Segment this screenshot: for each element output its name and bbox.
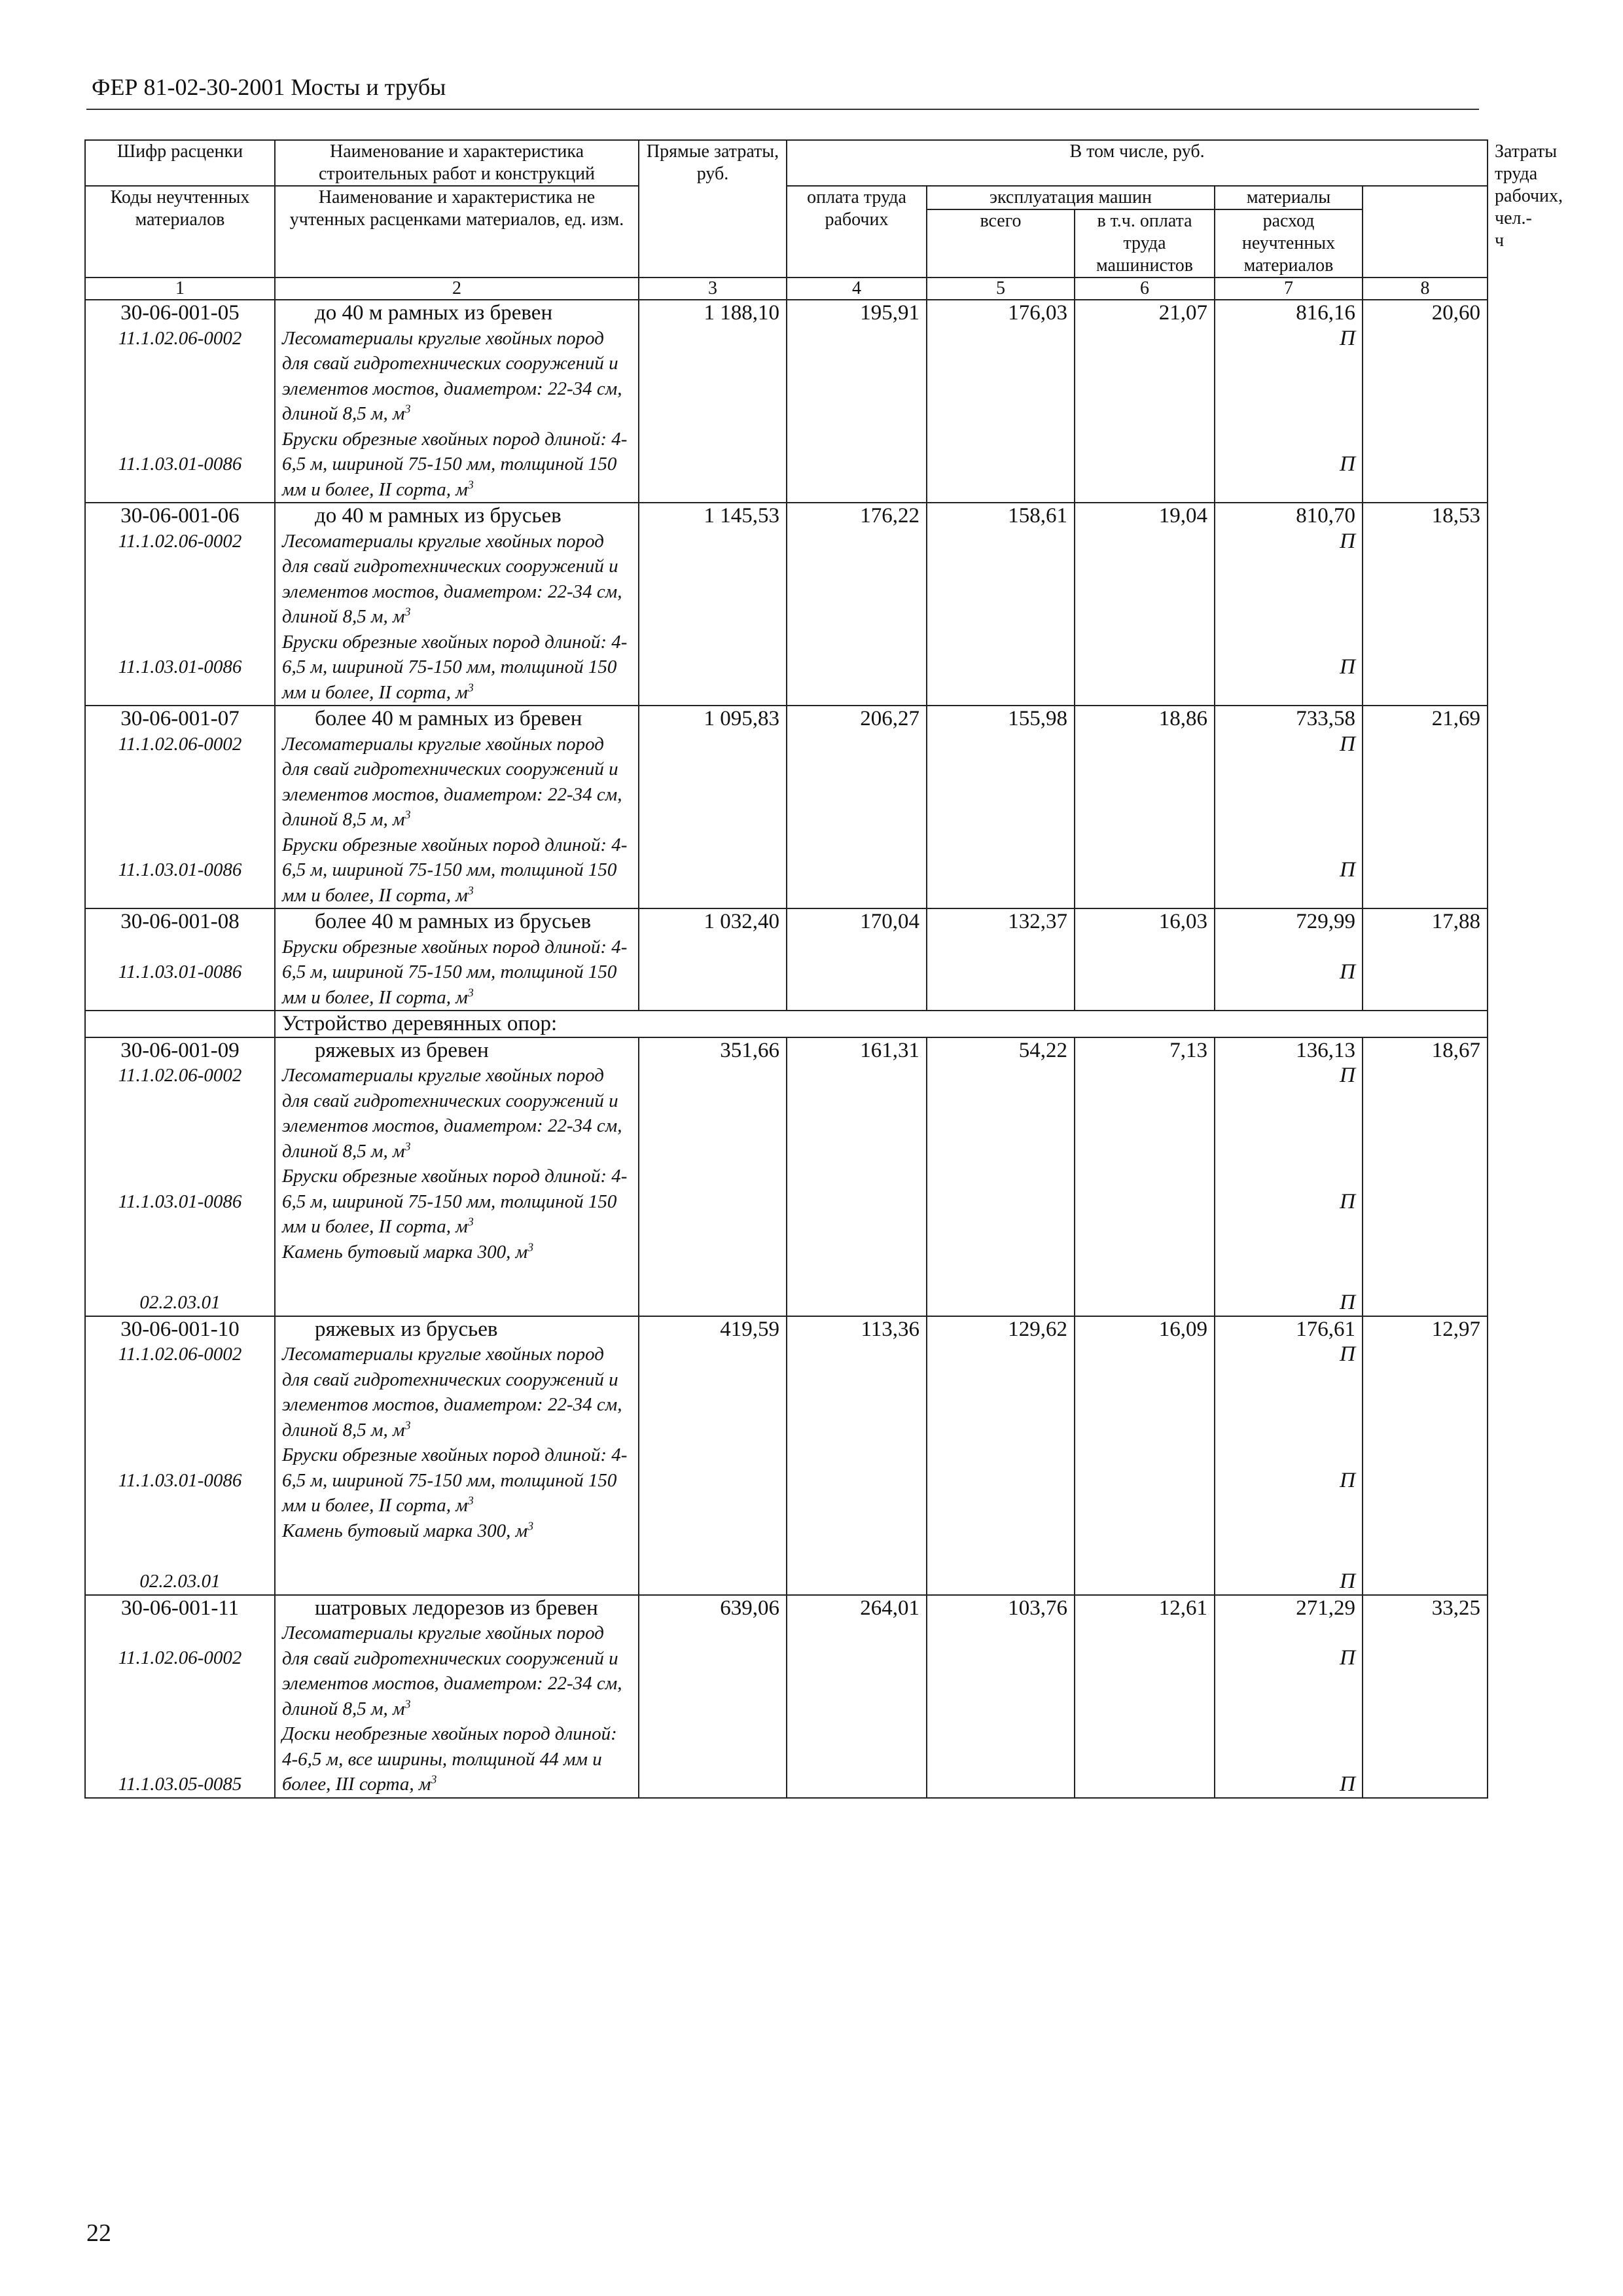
mat-mark: П [1340, 1646, 1355, 1670]
rate-code: 30-06-001-07 [120, 707, 240, 730]
machines-header: эксплуатация машин [927, 186, 1215, 209]
table-header-row [85, 186, 1488, 209]
work-name: более 40 м рамных из брусьев [315, 910, 592, 933]
material-code: 11.1.03.01-0086 [118, 1469, 242, 1491]
section-row [85, 1011, 1488, 1037]
table-row [85, 908, 1488, 1011]
unit-power: 3 [404, 1418, 411, 1431]
mach-incl-header: в т.ч. оплата труда машинистов [1075, 209, 1215, 278]
mat-mark: П [1340, 1772, 1355, 1796]
mat-mark: П [1340, 858, 1355, 882]
header-rule [86, 109, 1479, 110]
material-code: 11.1.03.01-0086 [118, 961, 242, 982]
material-code: 02.2.03.01 [139, 1292, 221, 1313]
direct-cost: 1 095,83 [639, 706, 787, 908]
rate-code: 30-06-001-09 [120, 1038, 240, 1062]
col-number: 6 [1075, 278, 1215, 300]
rate-code: 30-06-001-11 [120, 1596, 240, 1620]
unit-power: 3 [467, 1215, 474, 1229]
materials-cost: 136,13 [1296, 1038, 1355, 1062]
material-name: Лесоматериалы круглые хвойных пород для свай гидротехнических сооружений и элементов мостов, диаметром: 22-34 см, длиной 8,5 м, м [282, 530, 622, 627]
mat-mark: П [1340, 1291, 1355, 1314]
mach-total: 132,37 [927, 908, 1075, 1011]
unit-power: 3 [527, 1518, 534, 1532]
direct-cost: 1 145,53 [639, 503, 787, 706]
labor-pay: 161,31 [787, 1037, 927, 1316]
rate-code: 30-06-001-08 [120, 910, 240, 933]
work-name: до 40 м рамных из брусьев [315, 504, 562, 528]
materials-header: материалы [1215, 186, 1363, 209]
labor-pay: 264,01 [787, 1595, 927, 1798]
table-row [85, 1595, 1488, 1798]
material-name: Лесоматериалы круглые хвойных пород для свай гидротехнических сооружений и элементов мостов, диаметром: 22-34 см, длиной 8,5 м, м [282, 327, 622, 424]
mat-mark: П [1340, 326, 1355, 350]
direct-cost: 1 188,10 [639, 300, 787, 503]
labor-hours: 21,69 [1363, 706, 1488, 908]
unit-power: 3 [404, 808, 411, 821]
labor-pay: 195,91 [787, 300, 927, 503]
materials-cost: 816,16 [1296, 301, 1355, 325]
mach-labor: 21,07 [1075, 300, 1215, 503]
work-name: более 40 м рамных из бревен [315, 707, 582, 730]
direct-cost: 639,06 [639, 1595, 787, 1798]
direct-cost: 419,59 [639, 1316, 787, 1595]
code-top-header: Шифр расценки [85, 140, 275, 186]
materials-cost: 729,99 [1296, 910, 1355, 933]
material-name: Бруски обрезные хвойных пород длиной: 4-6,5 м, шириной 75-150 мм, толщиной 150 мм и более, II сорта, м [282, 1444, 628, 1516]
material-name: Бруски обрезные хвойных пород длиной: 4-6,5 м, шириной 75-150 мм, толщиной 150 мм и более, II сорта, м [282, 631, 628, 703]
material-name: Доски необрезные хвойных пород длиной: 4-6,5 м, все ширины, толщиной 44 мм и более, III сорта, м [282, 1723, 617, 1795]
mach-total: 158,61 [927, 503, 1075, 706]
material-code: 11.1.03.01-0086 [118, 656, 242, 677]
unit-power: 3 [467, 680, 474, 694]
mat-mark: П [1340, 1189, 1355, 1213]
labor-hours: 17,88 [1363, 908, 1488, 1011]
mach-labor: 12,61 [1075, 1595, 1215, 1798]
material-code: 11.1.02.06-0002 [118, 530, 242, 552]
table-row [85, 503, 1488, 706]
mach-total: 176,03 [927, 300, 1075, 503]
material-name: Бруски обрезные хвойных пород длиной: 4-6,5 м, шириной 75-150 мм, толщиной 150 мм и более, II сорта, м [282, 936, 628, 1008]
work-name: ряжевых из бревен [315, 1038, 489, 1062]
table-row [85, 706, 1488, 908]
material-name: Лесоматериалы круглые хвойных пород для свай гидротехнических сооружений и элементов мостов, диаметром: 22-34 см, длиной 8,5 м, м [282, 1065, 622, 1162]
mat-unaccounted-header: расход неучтенных материалов [1215, 209, 1363, 278]
table-row [85, 300, 1488, 503]
mach-labor: 7,13 [1075, 1037, 1215, 1316]
mach-total: 155,98 [927, 706, 1075, 908]
labor-hours: 33,25 [1363, 1595, 1488, 1798]
col-number: 4 [787, 278, 927, 300]
labor-pay: 176,22 [787, 503, 927, 706]
mach-total: 54,22 [927, 1037, 1075, 1316]
material-code: 11.1.03.01-0086 [118, 1191, 242, 1212]
mach-labor: 16,09 [1075, 1316, 1215, 1595]
unit-power: 3 [404, 1139, 411, 1153]
mat-mark: П [1340, 452, 1355, 476]
col-number: 7 [1215, 278, 1363, 300]
code-bottom-header: Коды неучтенных материалов [85, 186, 275, 278]
rates-table: Шифр расценки Наименование и характеристика строительных работ и конструкций Прямые затраты, руб. В том числе, руб. Затраты труда рабочих, чел.-ч Коды неучтенных материалов Наименование и характеристика не учтенных расценками материалов, ед. изм. оплата труда рабочих эксплуатация машин материалы всего в т.ч. оплата труда машинистов расход неучтенных материалов 1 2 3 4 5 6 7 8 30-06-001-05 11.1.02.06-0002 11.1.03.01-0086 до 40 м рамных из бревен Лесоматериалы круглые хвойных пород для свай гидротехнических сооружений и элементов мостов, диаметром: 22-34 см, длиной 8,5 м, $м^3$ Бруски обрезные хвойных пород длиной: 4-6,5 м, шириной 75-150 мм, толщиной 150 мм и более, II сорта, $м^3$ 1 188,10 195,91 176,03 21,07 816,16 П П 20,60 30-06-001-06 11.1.02.06-0002 11.1.03.01-0086 до 40 м рамных из брусьев Лесоматериалы круглые хвойных пород для свай гидротехнических сооружений и элементов мостов, диаметром: 22-34 см, длиной 8,5 м, $м^3$ Бруски обрезные хвойных пород длиной: 4-6,5 м, шириной 75-150 мм, толщиной 150 мм и более, II сорта, $м^3$ 1 145,53 176,22 158,61 19,04 810,70 П П 18,53 30-06-001-07 11.1.02.06-0002 11.1.03.01-0086 более 40 м рамных из бревен Лесоматериалы круглые хвойных пород для свай гидротехнических сооружений и элементов мостов, диаметром: 22-34 см, длиной 8,5 м, $м^3$ Бруски обрезные хвойных пород длиной: 4-6,5 м, шириной 75-150 мм, толщиной 150 мм и более, II сорта, $м^3$ 1 095,83 206,27 155,98 18,86 733,58 П П 21,69 30-06-001-08 11.1.03.01-0086 более 40 м рамных из брусьев Бруски обрезные хвойных пород длиной: 4-6,5 м, шириной 75-150 мм, толщиной 150 мм и более, II сорта, $м^3$ 1 032,40 170,04 132,37 16,03 729,99 П 17,88 Устройство деревянных опор: 30-06-001-09 11.1.02.06-0002 11.1.03.01-0086 02.2.03.01 ряжевых из бревен Лесоматериалы круглые хвойных пород для свай гидротехнических сооружений и элементов мостов, диаметром: 22-34 см, длиной 8,5 м, $м^3$ Бруски обрезные хвойных пород длиной: 4-6,5 м, шириной 75-150 мм, толщиной 150 мм и более, II сорта, $м^3$ Камень бутовый марка 300, $м^3$ 351,66 161,31 54,22 7,13 136,13 П П П 18,67 30-06-001-10 11.1.02.06-0002 11.1.03.01-0086 02.2.03.01 ряжевых из брусьев Лесоматериалы круглые хвойных пород для свай гидротехнических сооружений и элементов мостов, диаметром: 22-34 см, длиной 8,5 м, $м^3$ Бруски обрезные хвойных пород длиной: 4-6,5 м, шириной 75-150 мм, толщиной 150 мм и более, II сорта, $м^3$ Камень бутовый марка 300, $м^3$ 419,59 113,36 129,62 16,09 176,61 П П П 12,97 30-06-001-11 11.1.02.06-0002 11.1.03.05-0085 шатровых ледорезов из бревен Лесоматериалы круглые хвойных пород для свай гидротехнических сооружений и элементов мостов, диаметром: 22-34 см, длиной 8,5 м, $м^3$ Доски необрезные хвойных пород длиной: 4-6,5 м, все ширины, толщиной 44 мм и более, III сорта, $м^3$ 639,06 264,01 103,76 12,61 271,29 П П 33,25 [84, 139, 1488, 1799]
mach-total: 129,62 [927, 1316, 1075, 1595]
work-name: шатровых ледорезов из бревен [315, 1596, 598, 1620]
rate-code: 30-06-001-05 [120, 301, 240, 325]
materials-cost: 810,70 [1296, 504, 1355, 528]
mat-mark: П [1340, 1468, 1355, 1492]
labor-hours: 18,67 [1363, 1037, 1488, 1316]
labor-pay: 206,27 [787, 706, 927, 908]
name-bottom-header: Наименование и характеристика не учтенных расценками материалов, ед. изм. [275, 186, 639, 278]
mat-mark: П [1340, 655, 1355, 679]
unit-power: 3 [404, 1696, 411, 1710]
unit-power: 3 [467, 883, 474, 897]
material-code: 02.2.03.01 [139, 1571, 221, 1592]
material-code: 11.1.03.01-0086 [118, 859, 242, 880]
direct-cost: 351,66 [639, 1037, 787, 1316]
section-label: Устройство деревянных опор: [275, 1011, 1488, 1037]
mach-total-header: всего [927, 209, 1075, 278]
direct-cost: 1 032,40 [639, 908, 787, 1011]
page-number: 22 [86, 2219, 111, 2247]
rate-code: 30-06-001-06 [120, 504, 240, 528]
incl-header: В том числе, руб. [787, 140, 1488, 186]
mat-mark: П [1340, 732, 1355, 756]
material-name: Лесоматериалы круглые хвойных пород для свай гидротехнических сооружений и элементов мостов, диаметром: 22-34 см, длиной 8,5 м, м [282, 1344, 622, 1441]
work-name: ряжевых из брусьев [315, 1317, 498, 1341]
material-code: 11.1.03.05-0085 [118, 1773, 242, 1795]
material-name: Камень бутовый марка 300, м [282, 1520, 528, 1541]
col-number: 5 [927, 278, 1075, 300]
mat-mark: П [1340, 960, 1355, 984]
unit-power: 3 [404, 605, 411, 619]
unit-power: 3 [431, 1772, 437, 1786]
name-top-header: Наименование и характеристика строительных работ и конструкций [275, 140, 639, 186]
material-code: 11.1.03.01-0086 [118, 454, 242, 475]
labor-hours: 18,53 [1363, 503, 1488, 706]
mach-labor: 18,86 [1075, 706, 1215, 908]
col-number: 1 [85, 278, 275, 300]
material-code: 11.1.02.06-0002 [118, 733, 242, 755]
unit-power: 3 [467, 985, 474, 999]
material-name: Лесоматериалы круглые хвойных пород для свай гидротехнических сооружений и элементов мостов, диаметром: 22-34 см, длиной 8,5 м, м [282, 1623, 622, 1719]
material-name: Камень бутовый марка 300, м [282, 1241, 528, 1263]
labor-pay-header: оплата труда рабочих [787, 186, 927, 278]
direct-cost-header: Прямые затраты, руб. [639, 140, 787, 278]
labor-hours: 12,97 [1363, 1316, 1488, 1595]
unit-power: 3 [404, 402, 411, 416]
mach-labor: 19,04 [1075, 503, 1215, 706]
materials-cost: 176,61 [1296, 1317, 1355, 1341]
table-row [85, 1316, 1488, 1595]
labor-hours: 20,60 [1363, 300, 1488, 503]
unit-power: 3 [467, 1494, 474, 1507]
rate-code: 30-06-001-10 [120, 1317, 240, 1341]
labor-pay: 113,36 [787, 1316, 927, 1595]
mat-mark: П [1340, 1342, 1355, 1366]
material-code: 11.1.02.06-0002 [118, 327, 242, 349]
mach-labor: 16,03 [1075, 908, 1215, 1011]
mach-total: 103,76 [927, 1595, 1075, 1798]
mat-mark: П [1340, 1064, 1355, 1087]
material-name: Бруски обрезные хвойных пород длиной: 4-6,5 м, шириной 75-150 мм, толщиной 150 мм и более, II сорта, м [282, 1166, 628, 1237]
column-number-row [85, 278, 1488, 300]
materials-cost: 733,58 [1296, 707, 1355, 730]
mat-mark: П [1340, 529, 1355, 553]
materials-cost: 271,29 [1296, 1596, 1355, 1620]
work-name: до 40 м рамных из бревен [315, 301, 553, 325]
table-row [85, 1037, 1488, 1316]
material-name: Бруски обрезные хвойных пород длиной: 4-6,5 м, шириной 75-150 мм, толщиной 150 мм и более, II сорта, м [282, 428, 628, 500]
unit-power: 3 [467, 477, 474, 491]
material-name: Бруски обрезные хвойных пород длиной: 4-6,5 м, шириной 75-150 мм, толщиной 150 мм и более, II сорта, м [282, 834, 628, 906]
material-code: 11.1.02.06-0002 [118, 1344, 242, 1365]
col-number: 8 [1363, 278, 1488, 300]
unit-power: 3 [527, 1240, 534, 1253]
col-number: 3 [639, 278, 787, 300]
material-code: 11.1.02.06-0002 [118, 1647, 242, 1668]
labor-pay: 170,04 [787, 908, 927, 1011]
col-number: 2 [275, 278, 639, 300]
material-code: 11.1.02.06-0002 [118, 1065, 242, 1086]
running-title: ФЕР 81-02-30-2001 Мосты и трубы [92, 74, 446, 100]
mat-mark: П [1340, 1570, 1355, 1593]
material-name: Лесоматериалы круглые хвойных пород для свай гидротехнических сооружений и элементов мостов, диаметром: 22-34 см, длиной 8,5 м, м [282, 733, 622, 830]
